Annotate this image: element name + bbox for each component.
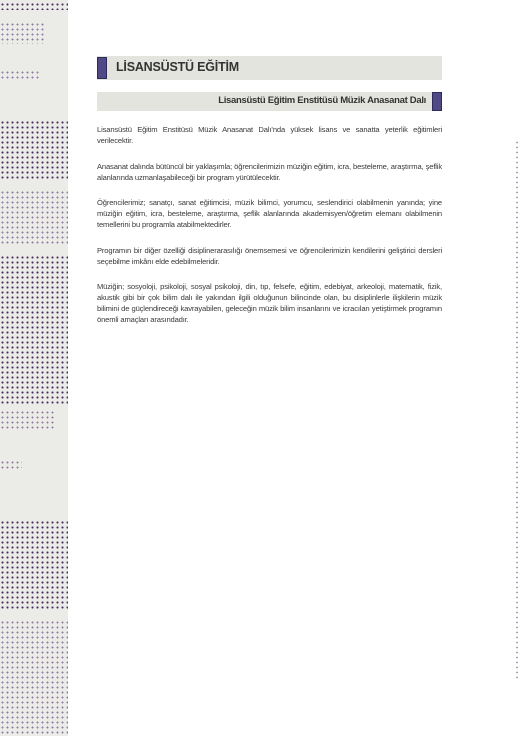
dot-pattern-lower-sparse (0, 460, 22, 470)
dot-pattern-middle (0, 255, 68, 405)
paragraph: Anasanat dalında bütüncül bir yaklaşımla; öğrencilerimizin müziğin eğitim, icra, besteleme, araştırma, şeflik alanlarında uzmanlaşabileceği bir program yürütülecektir. (97, 161, 442, 182)
dot-pattern-lower (0, 520, 68, 610)
section-title-bar (97, 56, 442, 80)
page-title: LİSANSÜSTÜ EĞİTİM (116, 60, 239, 74)
dot-pattern-bottom (0, 620, 68, 736)
paragraph: Lisansüstü Eğitim Enstitüsü Müzik Anasanat Dalı’nda yüksek lisans ve sanatta yeterlik eğitimleri verilecektir. (97, 125, 442, 145)
paragraph: Öğrencilerimiz; sanatçı, sanat eğitimcisi, müzik bilimci, yorumcu, seslendirici olabilmenin yanında; yine müziğin eğitim, icra, besteleme, araştırma, şeflik alanlarında akademisyen/öğretim elemanı olabilmenin temellerini bu programla atabilmektedirler. (97, 198, 442, 229)
subtitle-accent-marker (432, 92, 442, 111)
dot-pattern-upper-2 (0, 190, 68, 245)
decorative-right-strip (515, 140, 519, 680)
dot-pattern-top (0, 2, 68, 10)
title-accent-marker (97, 57, 107, 79)
dot-pattern-upper (0, 120, 68, 180)
paragraph: Programın bir diğer özelliği disiplinerarasılığı önemsemesi ve öğrencilerimizin kendilerini geliştirici dersleri seçebilme imkânı elde edebilmeleridir. (97, 245, 442, 266)
paragraph: Müziğin; sosyoloji, psikoloji, sosyal psikoloji, din, tıp, felsefe, eğitim, edebiyat, arkeoloji, matematik, fizik, akustik gibi bir çok bilim dalı ile yakından ilgili olduğunun bilincinde olan, bu disiplinlerle ilişkilerin müzik bilimini de güçlendireceği kavrayabilen, geleceğin müzik bilim insanlarını ve icracıları yetiştirmek programın önemli amaçları arasındadır. (97, 282, 442, 324)
dot-pattern-middle-2 (0, 410, 55, 430)
subtitle-bar (97, 92, 442, 111)
decorative-side-band (0, 0, 68, 736)
dot-pattern-top-2 (0, 22, 45, 44)
dot-pattern-top-3 (0, 70, 40, 80)
body-text (97, 124, 442, 340)
page-subtitle: Lisansüstü Eğitim Enstitüsü Müzik Anasanat Dalı (218, 95, 426, 106)
